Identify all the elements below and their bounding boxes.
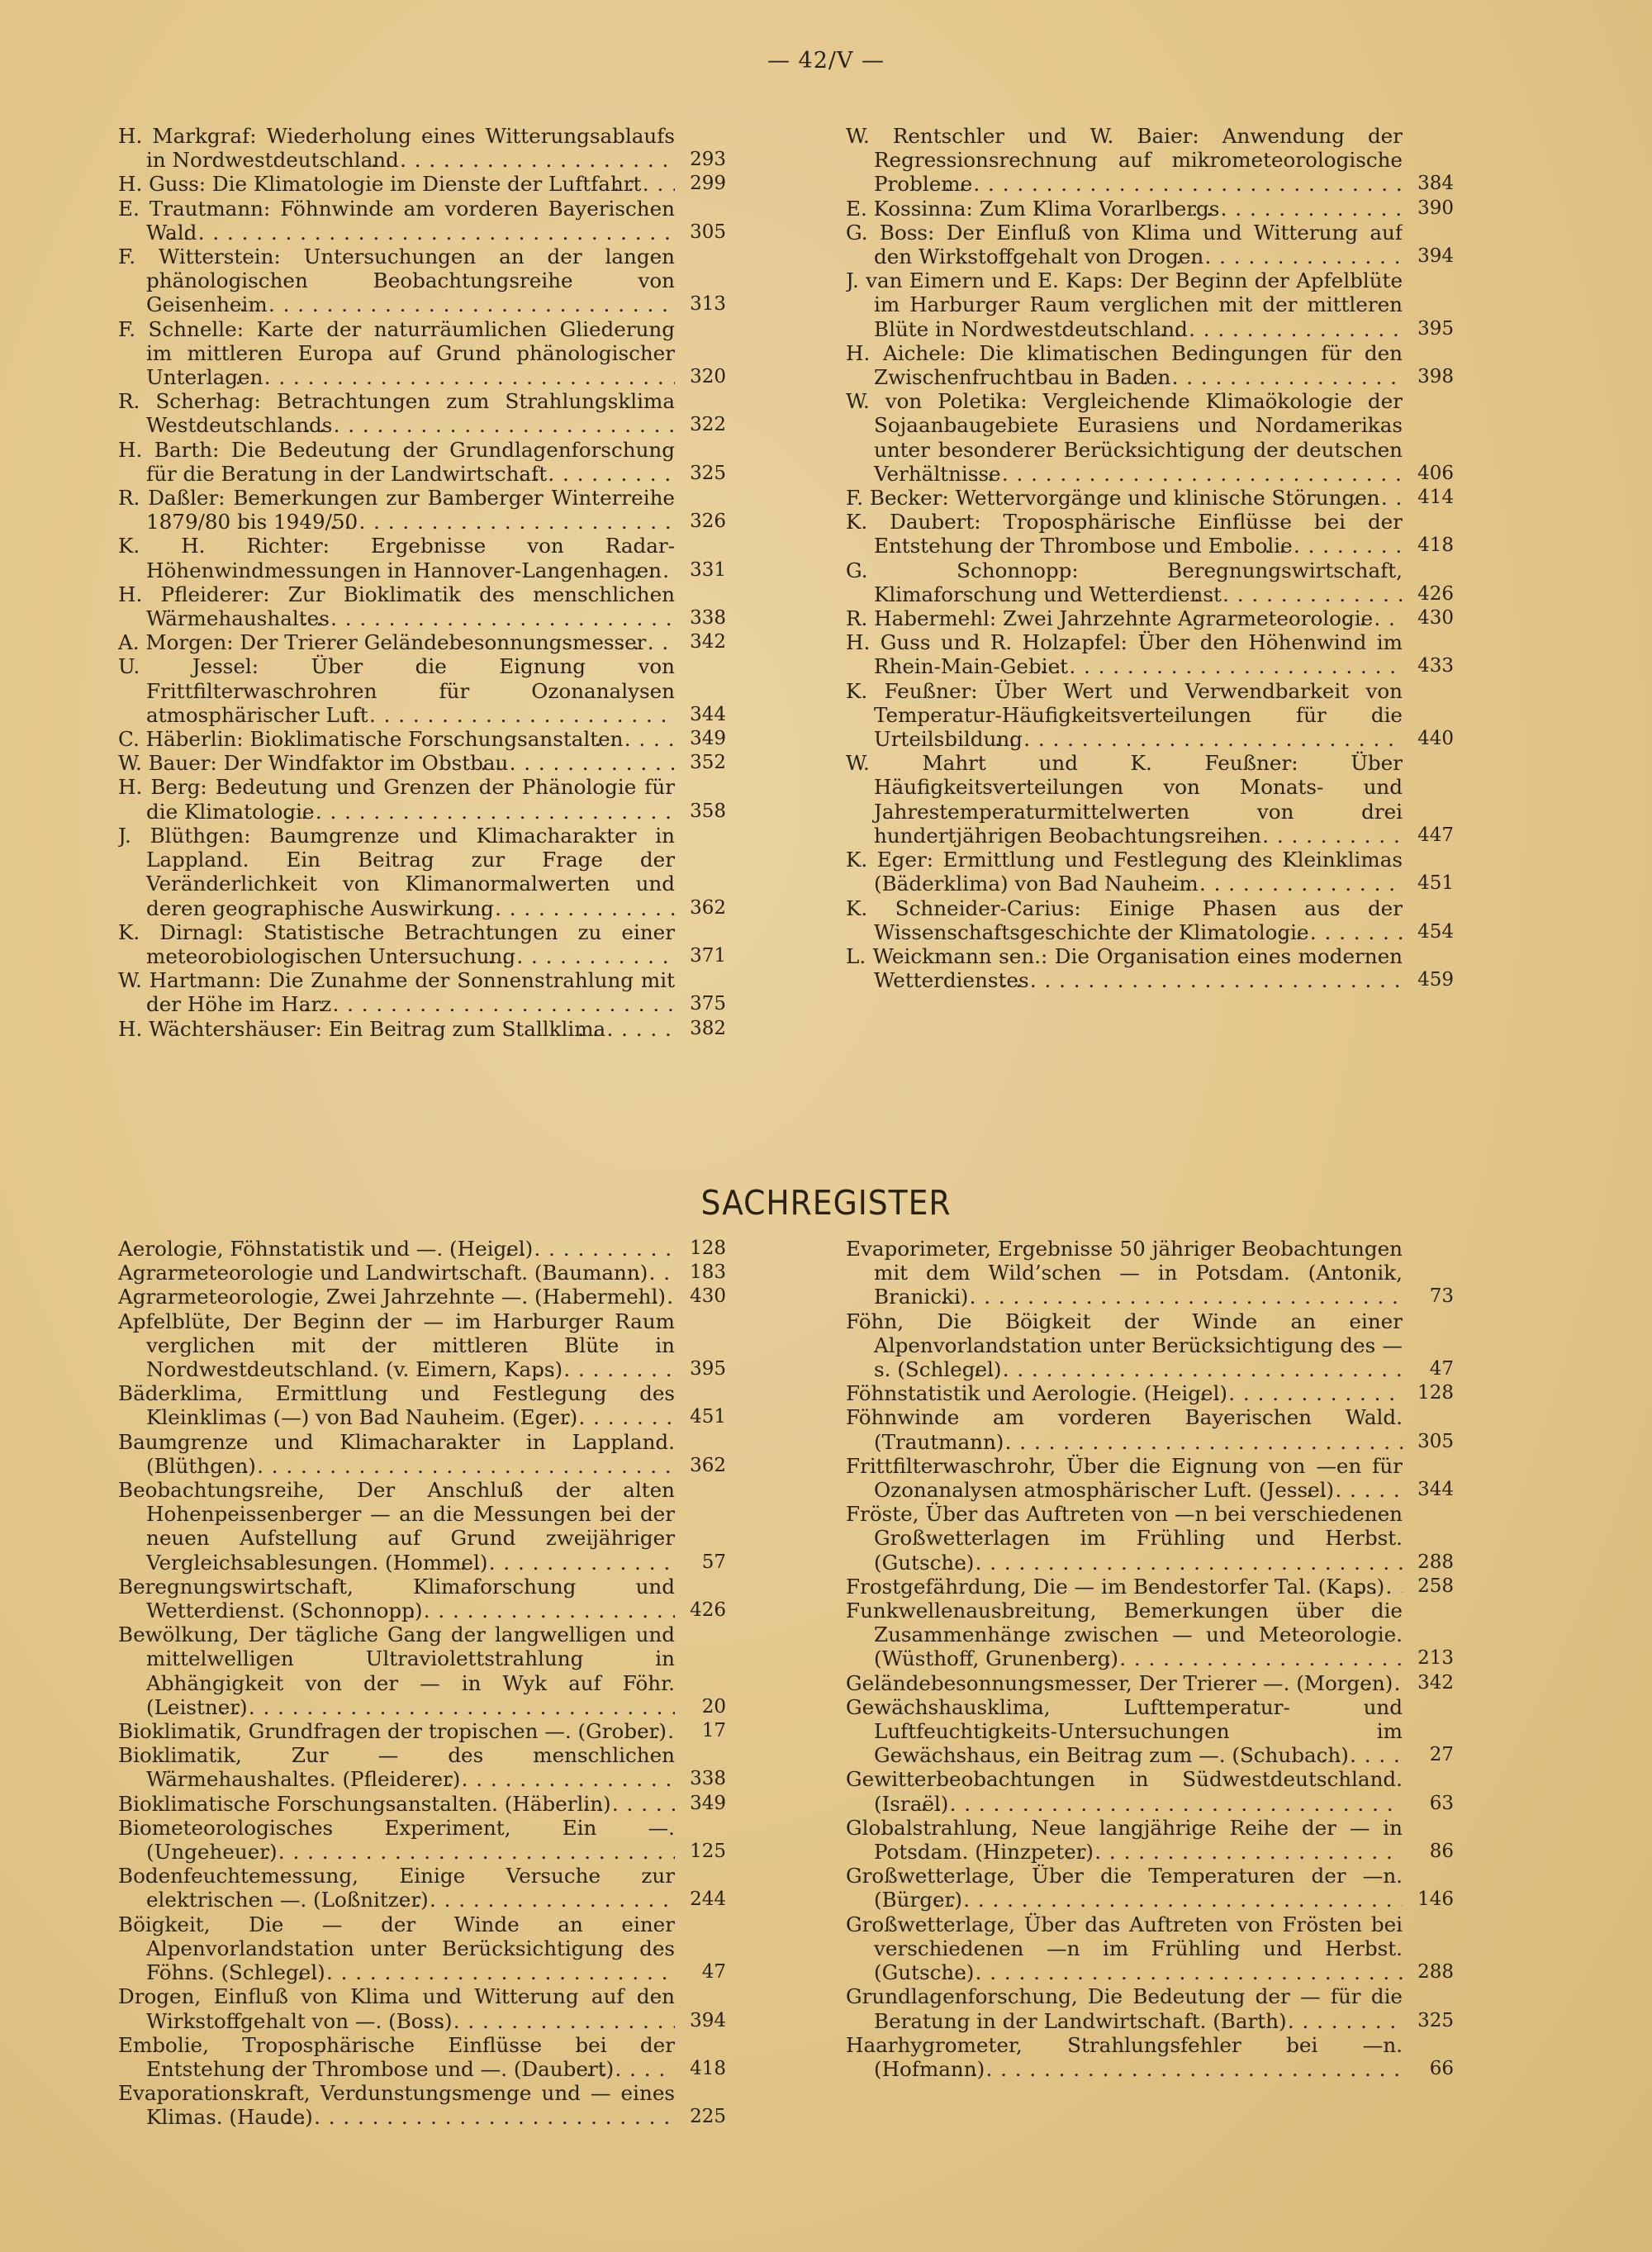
entry-text: R. Daßler: Bemerkungen zur Bamberger Winterreihe 1879/80 bis 1949/50 . . . xyxy=(118,486,675,534)
entry-page-number: 418 xyxy=(690,2057,726,2079)
entry-page-number: 258 xyxy=(1417,1575,1454,1597)
entry-text: Großwetterlage, Über die Temperaturen der —n. (Bürger) . . . xyxy=(846,1864,1403,1912)
entry-text: Fröste, Über das Auftreten von —n bei verschiedenen Großwetterlagen im Frühling und Herbst. (Gutsche) . . . xyxy=(846,1502,1403,1575)
index-entry xyxy=(118,1575,726,1622)
index-entry xyxy=(118,1622,726,1719)
index-entry xyxy=(846,1309,1454,1382)
entry-page-number: 459 xyxy=(1417,969,1454,991)
entry-page-number: 146 xyxy=(1417,1889,1454,1911)
index-entry xyxy=(118,438,726,486)
entry-page-number: 47 xyxy=(1429,1358,1454,1380)
entry-text: G. Boss: Der Einfluß von Klima und Witterung auf den Wirkstoffgehalt von Drogen . . . xyxy=(846,221,1403,268)
index-entry xyxy=(846,1575,1454,1599)
entry-page-number: 349 xyxy=(690,728,726,750)
entry-page-number: 454 xyxy=(1417,920,1454,943)
entry-page-number: 451 xyxy=(1417,872,1454,895)
entry-page-number: 430 xyxy=(690,1285,726,1308)
index-entry xyxy=(118,1430,726,1478)
entry-text: Evaporationskraft, Verdunstungsmenge und — eines Klimas. (Haude) . . . xyxy=(118,2081,675,2129)
entry-page-number: 390 xyxy=(1417,197,1454,219)
entry-page-number: 325 xyxy=(1417,2009,1454,2031)
author-index-left-column xyxy=(118,124,726,1041)
index-entry xyxy=(846,1912,1454,1985)
entry-text: Bioklimatische Forschungsanstalten. (Häberlin) . . . xyxy=(118,1792,675,1816)
index-entry xyxy=(118,1864,726,1912)
entry-page-number: 430 xyxy=(1417,607,1454,630)
entry-page-number: 47 xyxy=(701,1961,726,1984)
entry-page-number: 395 xyxy=(690,1358,726,1380)
index-entry xyxy=(846,124,1454,197)
index-entry xyxy=(118,172,726,196)
entry-page-number: 382 xyxy=(690,1017,726,1039)
entry-page-number: 426 xyxy=(690,1599,726,1622)
entry-text: K. Feußner: Über Wert und Verwendbarkeit von Temperatur-Häufigkeitsverteilungen für die Urteilsbildung . . . xyxy=(846,679,1403,752)
entry-page-number: 358 xyxy=(690,800,726,822)
entry-text: K. Daubert: Troposphärische Einflüsse bei der Entstehung der Thrombose und Embolie . . . xyxy=(846,510,1403,558)
entry-text: Föhnstatistik und Aerologie. (Heigel) . . . xyxy=(846,1381,1403,1405)
index-entry xyxy=(118,1792,726,1816)
entry-text: L. Weickmann sen.: Die Organisation eines modernen Wetterdienstes . . . xyxy=(846,944,1403,992)
index-entry xyxy=(846,1599,1454,1671)
entry-text: Frostgefährdung, Die — im Bendestorfer Tal. (Kaps) . . . xyxy=(846,1575,1403,1599)
entry-text: C. Häberlin: Bioklimatische Forschungsanstalten . . . xyxy=(118,727,675,751)
entry-page-number: 398 xyxy=(1417,366,1454,388)
entry-text: Bäderklima, Ermittlung und Festlegung des Kleinklimas (—) von Bad Nauheim. (Eger) . . . xyxy=(118,1381,675,1429)
entry-text: K. Eger: Ermittlung und Festlegung des Kleinklimas (Bäderklima) von Bad Nauheim . . . xyxy=(846,848,1403,896)
index-entry xyxy=(118,582,726,630)
entry-page-number: 406 xyxy=(1417,462,1454,484)
index-entry xyxy=(118,1261,726,1285)
entry-text: Agrarmeteorologie und Landwirtschaft. (Baumann) . . . xyxy=(118,1261,675,1285)
entry-text: K. Schneider-Carius: Einige Phasen aus der Wissenschaftsgeschichte der Klimatologie . . . xyxy=(846,896,1403,944)
author-index-right-column xyxy=(846,124,1454,992)
entry-text: W. Hartmann: Die Zunahme der Sonnenstrahlung mit der Höhe im Harz . . . xyxy=(118,968,675,1016)
index-entry xyxy=(846,268,1454,341)
entry-text: Bewölkung, Der tägliche Gang der langwelligen und mittelwelligen Ultraviolettstrahlung in Abhängigkeit von der — in Wyk auf Föhr. (Leistner) . . . xyxy=(118,1622,675,1719)
index-entry xyxy=(118,1285,726,1309)
entry-text: H. Aichele: Die klimatischen Bedingungen für den Zwischenfruchtbau in Baden . . . xyxy=(846,341,1403,389)
entry-text: Bioklimatik, Grundfragen der tropischen —. (Grober) . . . xyxy=(118,1719,675,1743)
entry-text: Drogen, Einfluß von Klima und Witterung auf den Wirkstoffgehalt von —. (Boss) . . . xyxy=(118,1984,675,2032)
entry-page-number: 73 xyxy=(1429,1285,1454,1308)
index-entry xyxy=(118,920,726,968)
entry-text: Bioklimatik, Zur — des menschlichen Wärmehaushaltes. (Pfleiderer) . . . xyxy=(118,1743,675,1791)
index-entry xyxy=(846,1237,1454,1309)
entry-page-number: 451 xyxy=(690,1406,726,1428)
entry-page-number: 128 xyxy=(690,1238,726,1259)
entry-text: R. Scherhag: Betrachtungen zum Strahlungsklima Westdeutschlands . . . xyxy=(118,389,675,437)
entry-page-number: 338 xyxy=(690,1768,726,1790)
entry-page-number: 63 xyxy=(1429,1792,1454,1814)
subject-index-left-column xyxy=(118,1237,726,2130)
index-entry xyxy=(118,1309,726,1382)
index-entry xyxy=(118,727,726,751)
entry-text: H. Wächtershäuser: Ein Beitrag zum Stallklima . . . xyxy=(118,1017,675,1041)
entry-page-number: 57 xyxy=(701,1551,726,1573)
index-entry xyxy=(846,221,1454,268)
index-entry xyxy=(846,558,1454,606)
entry-text: Evaporimeter, Ergebnisse 50 jähriger Beobachtungen mit dem Wild’schen — in Potsdam. (Antonik, Branicki) . . . xyxy=(846,1237,1403,1309)
index-entry xyxy=(846,1454,1454,1502)
entry-text: Embolie, Troposphärische Einflüsse bei der Entstehung der Thrombose und —. (Daubert) . . . xyxy=(118,2033,675,2081)
entry-page-number: 293 xyxy=(690,149,726,171)
entry-text: Gewächshausklima, Lufttemperatur- und Luftfeuchtigkeits-Untersuchungen im Gewächshaus, ein Beitrag zum —. (Schubach) . . . xyxy=(846,1695,1403,1768)
entry-text: Frittfilterwaschrohr, Über die Eignung von —en für Ozonanalysen atmosphärischer Luft. (Jessel) . . . xyxy=(846,1454,1403,1502)
entry-text: W. Bauer: Der Windfaktor im Obstbau . . . xyxy=(118,751,675,775)
entry-page-number: 322 xyxy=(690,414,726,436)
entry-text: Großwetterlage, Über das Auftreten von Frösten bei verschiedenen —n im Frühling und Herbst. (Gutsche) . . . xyxy=(846,1912,1403,1985)
index-entry xyxy=(118,389,726,437)
index-entry xyxy=(846,341,1454,389)
entry-page-number: 20 xyxy=(701,1695,726,1718)
index-entry xyxy=(846,1984,1454,2032)
entry-page-number: 183 xyxy=(690,1261,726,1284)
index-entry xyxy=(846,1405,1454,1453)
index-entry xyxy=(118,534,726,582)
entry-page-number: 305 xyxy=(1417,1430,1454,1452)
index-entry xyxy=(846,510,1454,558)
index-entry xyxy=(118,2033,726,2081)
entry-page-number: 384 xyxy=(1417,173,1454,195)
entry-text: J. Blüthgen: Baumgrenze und Klimacharakter in Lappland. Ein Beitrag zur Frage der Veränderlichkeit von Klimanormalwerten und deren geographische Auswirkung . . . xyxy=(118,824,675,920)
subject-index-right-column xyxy=(846,1237,1454,2081)
entry-text: F. Schnelle: Karte der naturräumlichen Gliederung im mittleren Europa auf Grund phänologischer Unterlagen . . . xyxy=(118,317,675,390)
entry-page-number: 288 xyxy=(1417,1961,1454,1984)
index-entry xyxy=(846,1695,1454,1768)
entry-text: Apfelblüte, Der Beginn der — im Harburger Raum verglichen mit der mittleren Blüte in Nordwestdeutschland. (v. Eimern, Kaps) . . . xyxy=(118,1309,675,1382)
entry-text: R. Habermehl: Zwei Jahrzehnte Agrarmeteorologie . . . xyxy=(846,606,1403,630)
entry-page-number: 352 xyxy=(690,752,726,774)
entry-text: F. Becker: Wettervorgänge und klinische Störungen . . . xyxy=(846,486,1403,510)
entry-page-number: 27 xyxy=(1429,1744,1454,1766)
index-entry xyxy=(846,2033,1454,2081)
entry-page-number: 344 xyxy=(690,703,726,725)
index-entry xyxy=(118,1743,726,1791)
entry-page-number: 325 xyxy=(690,462,726,484)
entry-text: H. Berg: Bedeutung und Grenzen der Phänologie für die Klimatologie . . . xyxy=(118,775,675,823)
entry-text: Beobachtungsreihe, Der Anschluß der alten Hohenpeissenberger — an die Messungen bei der neuen Aufstellung auf Grund zweijähriger Vergleichsablesungen. (Hommel) . . . xyxy=(118,1478,675,1575)
index-entry xyxy=(118,824,726,920)
entry-page-number: 362 xyxy=(690,1454,726,1476)
entry-text: K. H. Richter: Ergebnisse von Radar-Höhenwindmessungen in Hannover-Langenhagen . . . xyxy=(118,534,675,582)
entry-page-number: 305 xyxy=(690,221,726,243)
entry-page-number: 125 xyxy=(690,1841,726,1863)
entry-page-number: 426 xyxy=(1417,582,1454,605)
entry-text: Biometeorologisches Experiment, Ein —. (Ungeheuer) . . . xyxy=(118,1816,675,1864)
entry-page-number: 313 xyxy=(690,293,726,316)
entry-page-number: 86 xyxy=(1429,1841,1454,1863)
entry-page-number: 320 xyxy=(690,366,726,388)
entry-page-number: 225 xyxy=(690,2106,726,2128)
entry-text: E. Trautmann: Föhnwinde am vorderen Bayerischen Wald . . . xyxy=(118,197,675,245)
index-entry xyxy=(846,944,1454,992)
index-entry xyxy=(118,197,726,245)
sachregister-heading: SACHREGISTER xyxy=(700,1183,952,1223)
entry-page-number: 66 xyxy=(1429,2057,1454,2079)
entry-text: W. Rentschler und W. Baier: Anwendung der Regressionsrechnung auf mikrometeorologische Probleme . . . xyxy=(846,124,1403,197)
index-entry xyxy=(118,775,726,823)
index-entry xyxy=(846,848,1454,896)
entry-page-number: 342 xyxy=(690,631,726,653)
index-entry xyxy=(118,124,726,172)
index-entry xyxy=(846,1502,1454,1575)
entry-text: Haarhygrometer, Strahlungsfehler bei —n. (Hofmann) . . . xyxy=(846,2033,1403,2081)
entry-page-number: 344 xyxy=(1417,1479,1454,1501)
entry-page-number: 342 xyxy=(1417,1671,1454,1694)
entry-page-number: 338 xyxy=(690,607,726,630)
index-entry xyxy=(846,1864,1454,1912)
index-entry xyxy=(846,679,1454,752)
entry-text: Aerologie, Föhnstatistik und —. (Heigel) . . . xyxy=(118,1237,675,1261)
index-entry xyxy=(846,389,1454,486)
entry-text: Föhn, Die Böigkeit der Winde an einer Alpenvorlandstation unter Berücksichtigung des —s. (Schlegel) . . . xyxy=(846,1309,1403,1382)
entry-page-number: 447 xyxy=(1417,824,1454,846)
entry-page-number: 395 xyxy=(1417,317,1454,340)
index-entry xyxy=(118,968,726,1016)
entry-text: H. Guss: Die Klimatologie im Dienste der Luftfahrt . . . xyxy=(118,172,675,196)
entry-text: K. Dirnagl: Statistische Betrachtungen zu einer meteorobiologischen Untersuchung . . . xyxy=(118,920,675,968)
entry-text: H. Guss und R. Holzapfel: Über den Höhenwind im Rhein-Main-Gebiet . . . xyxy=(846,630,1403,678)
entry-text: Funkwellenausbreitung, Bemerkungen über die Zusammenhänge zwischen — und Meteorologie. (Wüsthoff, Grunenberg) . . . xyxy=(846,1599,1403,1671)
entry-text: H. Markgraf: Wiederholung eines Witterungsablaufs in Nordwestdeutschland . . . xyxy=(118,124,675,172)
entry-text: W. von Poletika: Vergleichende Klimaökologie der Sojaanbaugebiete Eurasiens und Nordamerikas unter besonderer Berücksichtigung der deutschen Verhältnisse . . . xyxy=(846,389,1403,486)
entry-page-number: 394 xyxy=(1417,245,1454,268)
entry-text: Grundlagenforschung, Die Bedeutung der — für die Beratung in der Landwirtschaft. (Barth) . . . xyxy=(846,1984,1403,2032)
entry-page-number: 371 xyxy=(690,944,726,967)
entry-page-number: 288 xyxy=(1417,1551,1454,1573)
index-entry xyxy=(118,1381,726,1429)
entry-text: Baumgrenze und Klimacharakter in Lappland. (Blüthgen) . . . xyxy=(118,1430,675,1478)
entry-page-number: 414 xyxy=(1417,487,1454,509)
entry-text: Böigkeit, Die — der Winde an einer Alpenvorlandstation unter Berücksichtigung des Föhns. (Schlegel) . . . xyxy=(118,1912,675,1985)
entry-page-number: 349 xyxy=(690,1792,726,1814)
index-entry xyxy=(118,2081,726,2129)
index-entry xyxy=(846,486,1454,510)
index-entry xyxy=(846,1816,1454,1864)
entry-page-number: 331 xyxy=(690,558,726,581)
index-entry xyxy=(118,245,726,317)
entry-text: Bodenfeuchtemessung, Einige Versuche zur elektrischen —. (Loßnitzer) . . . xyxy=(118,1864,675,1912)
entry-text: Gewitterbeobachtungen in Südwestdeutschland. (Israël) . . . xyxy=(846,1767,1403,1815)
index-entry xyxy=(118,1816,726,1864)
entry-page-number: 394 xyxy=(690,2009,726,2031)
index-entry xyxy=(118,630,726,654)
entry-text: H. Barth: Die Bedeutung der Grundlagenforschung für die Beratung in der Landwirtschaft . . . xyxy=(118,438,675,486)
index-entry xyxy=(118,486,726,534)
index-entry xyxy=(118,1017,726,1041)
entry-page-number: 440 xyxy=(1417,728,1454,750)
entry-text: E. Kossinna: Zum Klima Vorarlbergs . . . xyxy=(846,197,1403,221)
index-entry xyxy=(846,197,1454,221)
index-entry xyxy=(118,1719,726,1743)
entry-text: U. Jessel: Über die Eignung von Frittfilterwaschrohren für Ozonanalysen atmosphärischer Luft . . . xyxy=(118,654,675,727)
entry-text: G. Schonnopp: Beregnungswirtschaft, Klimaforschung und Wetterdienst . . . xyxy=(846,558,1403,606)
entry-text: Geländebesonnungsmesser, Der Trierer —. (Morgen) . . . xyxy=(846,1671,1403,1695)
index-entry xyxy=(118,1912,726,1985)
index-entry xyxy=(846,751,1454,848)
entry-text: Föhnwinde am vorderen Bayerischen Wald. (Trautmann) . . . xyxy=(846,1405,1403,1453)
entry-page-number: 128 xyxy=(1417,1382,1454,1404)
index-entry xyxy=(118,1478,726,1575)
entry-text: F. Witterstein: Untersuchungen an der langen phänologischen Beobachtungsreihe von Geisenheim . . . xyxy=(118,245,675,317)
index-entry xyxy=(846,896,1454,944)
index-entry xyxy=(846,606,1454,630)
entry-text: W. Mahrt und K. Feußner: Über Häufigkeitsverteilungen von Monats- und Jahrestemperaturmittelwerten von drei hundertjährigen Beobachtungsreihen . . . xyxy=(846,751,1403,848)
entry-text: A. Morgen: Der Trierer Geländebesonnungsmesser . . . xyxy=(118,630,675,654)
entry-page-number: 362 xyxy=(690,896,726,919)
index-entry xyxy=(118,1984,726,2032)
index-entry xyxy=(846,1671,1454,1695)
index-entry xyxy=(118,654,726,727)
index-entry xyxy=(118,751,726,775)
entry-page-number: 418 xyxy=(1417,534,1454,557)
entry-page-number: 244 xyxy=(690,1889,726,1911)
index-entry xyxy=(118,1237,726,1261)
entry-page-number: 375 xyxy=(690,993,726,1015)
index-entry xyxy=(846,1767,1454,1815)
index-entry xyxy=(118,317,726,390)
entry-text: Beregnungswirtschaft, Klimaforschung und Wetterdienst. (Schonnopp) . . . xyxy=(118,1575,675,1622)
entry-text: Agrarmeteorologie, Zwei Jahrzehnte —. (Habermehl) . . . xyxy=(118,1285,675,1309)
page-number: — 42/V — xyxy=(767,48,885,74)
index-entry xyxy=(846,630,1454,678)
entry-page-number: 299 xyxy=(690,173,726,195)
index-entry xyxy=(846,1381,1454,1405)
entry-page-number: 433 xyxy=(1417,655,1454,677)
entry-text: Globalstrahlung, Neue langjährige Reihe der — in Potsdam. (Hinzpeter) . . . xyxy=(846,1816,1403,1864)
entry-text: H. Pfleiderer: Zur Bioklimatik des menschlichen Wärmehaushaltes . . . xyxy=(118,582,675,630)
entry-page-number: 326 xyxy=(690,511,726,533)
entry-text: J. van Eimern und E. Kaps: Der Beginn der Apfelblüte im Harburger Raum verglichen mit der mittleren Blüte in Nordwestdeutschland . . . xyxy=(846,268,1403,341)
entry-page-number: 17 xyxy=(701,1720,726,1742)
entry-page-number: 213 xyxy=(1417,1647,1454,1670)
